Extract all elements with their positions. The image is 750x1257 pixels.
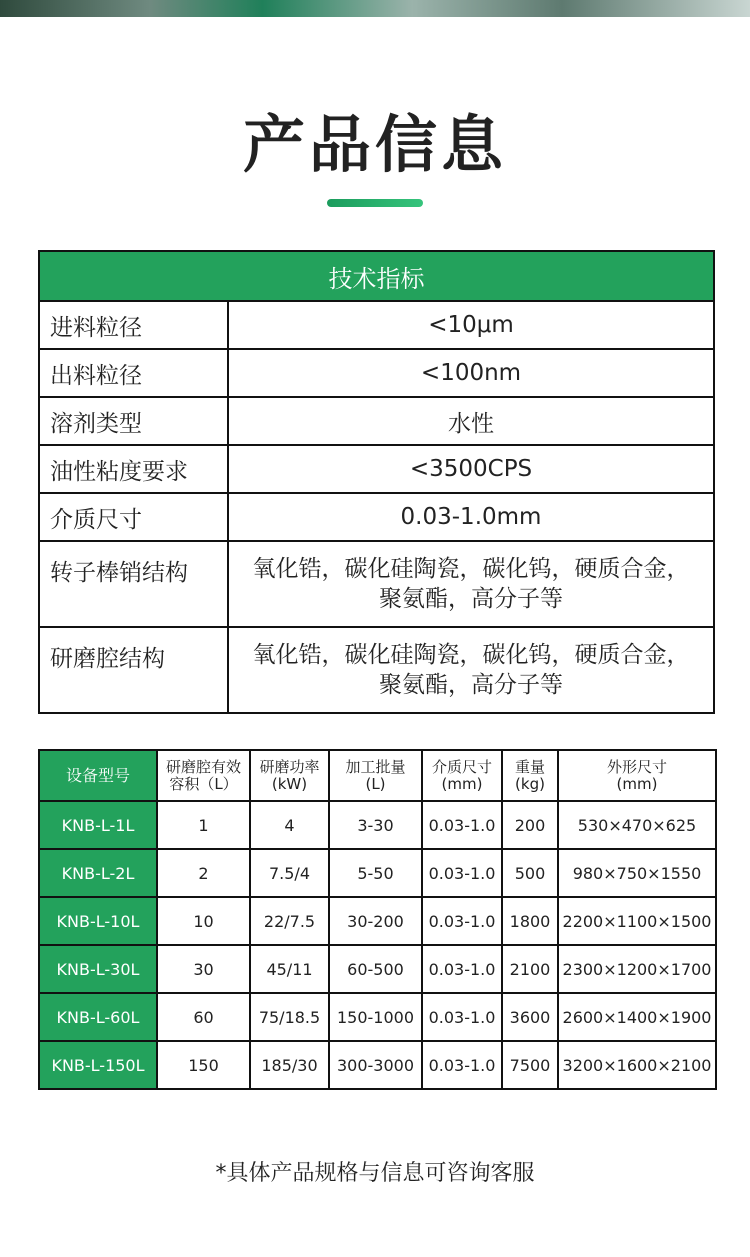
table-cell: 150 bbox=[157, 1041, 250, 1089]
table-cell: 2 bbox=[157, 849, 250, 897]
spec-value-line: 聚氨酯，高分子等 bbox=[379, 586, 563, 612]
table-cell: 185/30 bbox=[250, 1041, 329, 1089]
column-header: 设备型号 bbox=[39, 750, 157, 801]
spec-label: 进料粒径 bbox=[39, 301, 228, 349]
table-cell: 0.03-1.0 bbox=[422, 945, 502, 993]
spec-value: 水性 bbox=[228, 397, 714, 445]
banner-image-strip bbox=[0, 0, 750, 17]
table-row bbox=[39, 627, 714, 713]
table-cell: 30-200 bbox=[329, 897, 422, 945]
table-cell: 0.03-1.0 bbox=[422, 897, 502, 945]
spec-table bbox=[38, 250, 715, 714]
table-row bbox=[39, 849, 716, 897]
table-cell: 3-30 bbox=[329, 801, 422, 849]
table-row bbox=[39, 801, 716, 849]
column-header: 研磨腔有效 容积（L） bbox=[157, 750, 250, 801]
spec-value: 0.03-1.0mm bbox=[228, 493, 714, 541]
spec-value: <3500CPS bbox=[228, 445, 714, 493]
spec-label: 介质尺寸 bbox=[39, 493, 228, 541]
page-title: 产品信息 bbox=[242, 108, 507, 181]
table-cell: 30 bbox=[157, 945, 250, 993]
table-row bbox=[39, 541, 714, 627]
table-cell: 500 bbox=[502, 849, 558, 897]
table-cell: 2300×1200×1700 bbox=[558, 945, 716, 993]
table-row bbox=[39, 301, 714, 349]
table-cell: 150-1000 bbox=[329, 993, 422, 1041]
table-row bbox=[39, 445, 714, 493]
table-cell: 1800 bbox=[502, 897, 558, 945]
table-row bbox=[39, 397, 714, 445]
table-cell: 45/11 bbox=[250, 945, 329, 993]
table-cell: 0.03-1.0 bbox=[422, 801, 502, 849]
spec-value bbox=[228, 627, 714, 713]
table-cell: 0.03-1.0 bbox=[422, 849, 502, 897]
spec-value: <100nm bbox=[228, 349, 714, 397]
table-cell: 3600 bbox=[502, 993, 558, 1041]
spec-label: 研磨腔结构 bbox=[39, 627, 228, 713]
model-cell: KNB-L-30L bbox=[39, 945, 157, 993]
table-row bbox=[39, 945, 716, 993]
table-cell: 7.5/4 bbox=[250, 849, 329, 897]
spec-value bbox=[228, 541, 714, 627]
table-cell: 4 bbox=[250, 801, 329, 849]
table-row bbox=[39, 349, 714, 397]
table-cell: 980×750×1550 bbox=[558, 849, 716, 897]
spec-value-line: 氧化锆，碳化硅陶瓷，碳化钨，硬质合金， bbox=[252, 556, 690, 582]
column-header: 研磨功率 (kW) bbox=[250, 750, 329, 801]
table-cell: 530×470×625 bbox=[558, 801, 716, 849]
model-cell: KNB-L-2L bbox=[39, 849, 157, 897]
table-cell: 75/18.5 bbox=[250, 993, 329, 1041]
table-cell: 10 bbox=[157, 897, 250, 945]
table-row bbox=[39, 993, 716, 1041]
table-cell: 5-50 bbox=[329, 849, 422, 897]
model-cell: KNB-L-1L bbox=[39, 801, 157, 849]
table-cell: 2600×1400×1900 bbox=[558, 993, 716, 1041]
model-cell: KNB-L-10L bbox=[39, 897, 157, 945]
table-row bbox=[39, 493, 714, 541]
table-cell: 2100 bbox=[502, 945, 558, 993]
table-cell: 0.03-1.0 bbox=[422, 993, 502, 1041]
spec-label: 溶剂类型 bbox=[39, 397, 228, 445]
spec-value-line: 聚氨酯，高分子等 bbox=[379, 672, 563, 698]
spec-label: 转子棒销结构 bbox=[39, 541, 228, 627]
model-table bbox=[38, 749, 717, 1090]
table-cell: 3200×1600×2100 bbox=[558, 1041, 716, 1089]
title-underline bbox=[327, 199, 423, 207]
column-header: 加工批量 (L) bbox=[329, 750, 422, 801]
table-cell: 22/7.5 bbox=[250, 897, 329, 945]
table-cell: 300-3000 bbox=[329, 1041, 422, 1089]
column-header: 介质尺寸 (mm) bbox=[422, 750, 502, 801]
spec-value-line: 氧化锆，碳化硅陶瓷，碳化钨，硬质合金， bbox=[252, 642, 690, 668]
table-row bbox=[39, 1041, 716, 1089]
table-cell: 7500 bbox=[502, 1041, 558, 1089]
column-header: 重量 (kg) bbox=[502, 750, 558, 801]
table-cell: 0.03-1.0 bbox=[422, 1041, 502, 1089]
model-cell: KNB-L-150L bbox=[39, 1041, 157, 1089]
table-cell: 60 bbox=[157, 993, 250, 1041]
table-header-row bbox=[39, 750, 716, 801]
table-row bbox=[39, 897, 716, 945]
table-cell: 1 bbox=[157, 801, 250, 849]
table-cell: 2200×1100×1500 bbox=[558, 897, 716, 945]
spec-value: <10μm bbox=[228, 301, 714, 349]
spec-table-header: 技术指标 bbox=[39, 251, 714, 301]
spec-label: 出料粒径 bbox=[39, 349, 228, 397]
footnote: *具体产品规格与信息可咨询客服 bbox=[215, 1161, 535, 1186]
column-header: 外形尺寸 (mm) bbox=[558, 750, 716, 801]
spec-label: 油性粘度要求 bbox=[39, 445, 228, 493]
table-cell: 60-500 bbox=[329, 945, 422, 993]
model-cell: KNB-L-60L bbox=[39, 993, 157, 1041]
table-cell: 200 bbox=[502, 801, 558, 849]
